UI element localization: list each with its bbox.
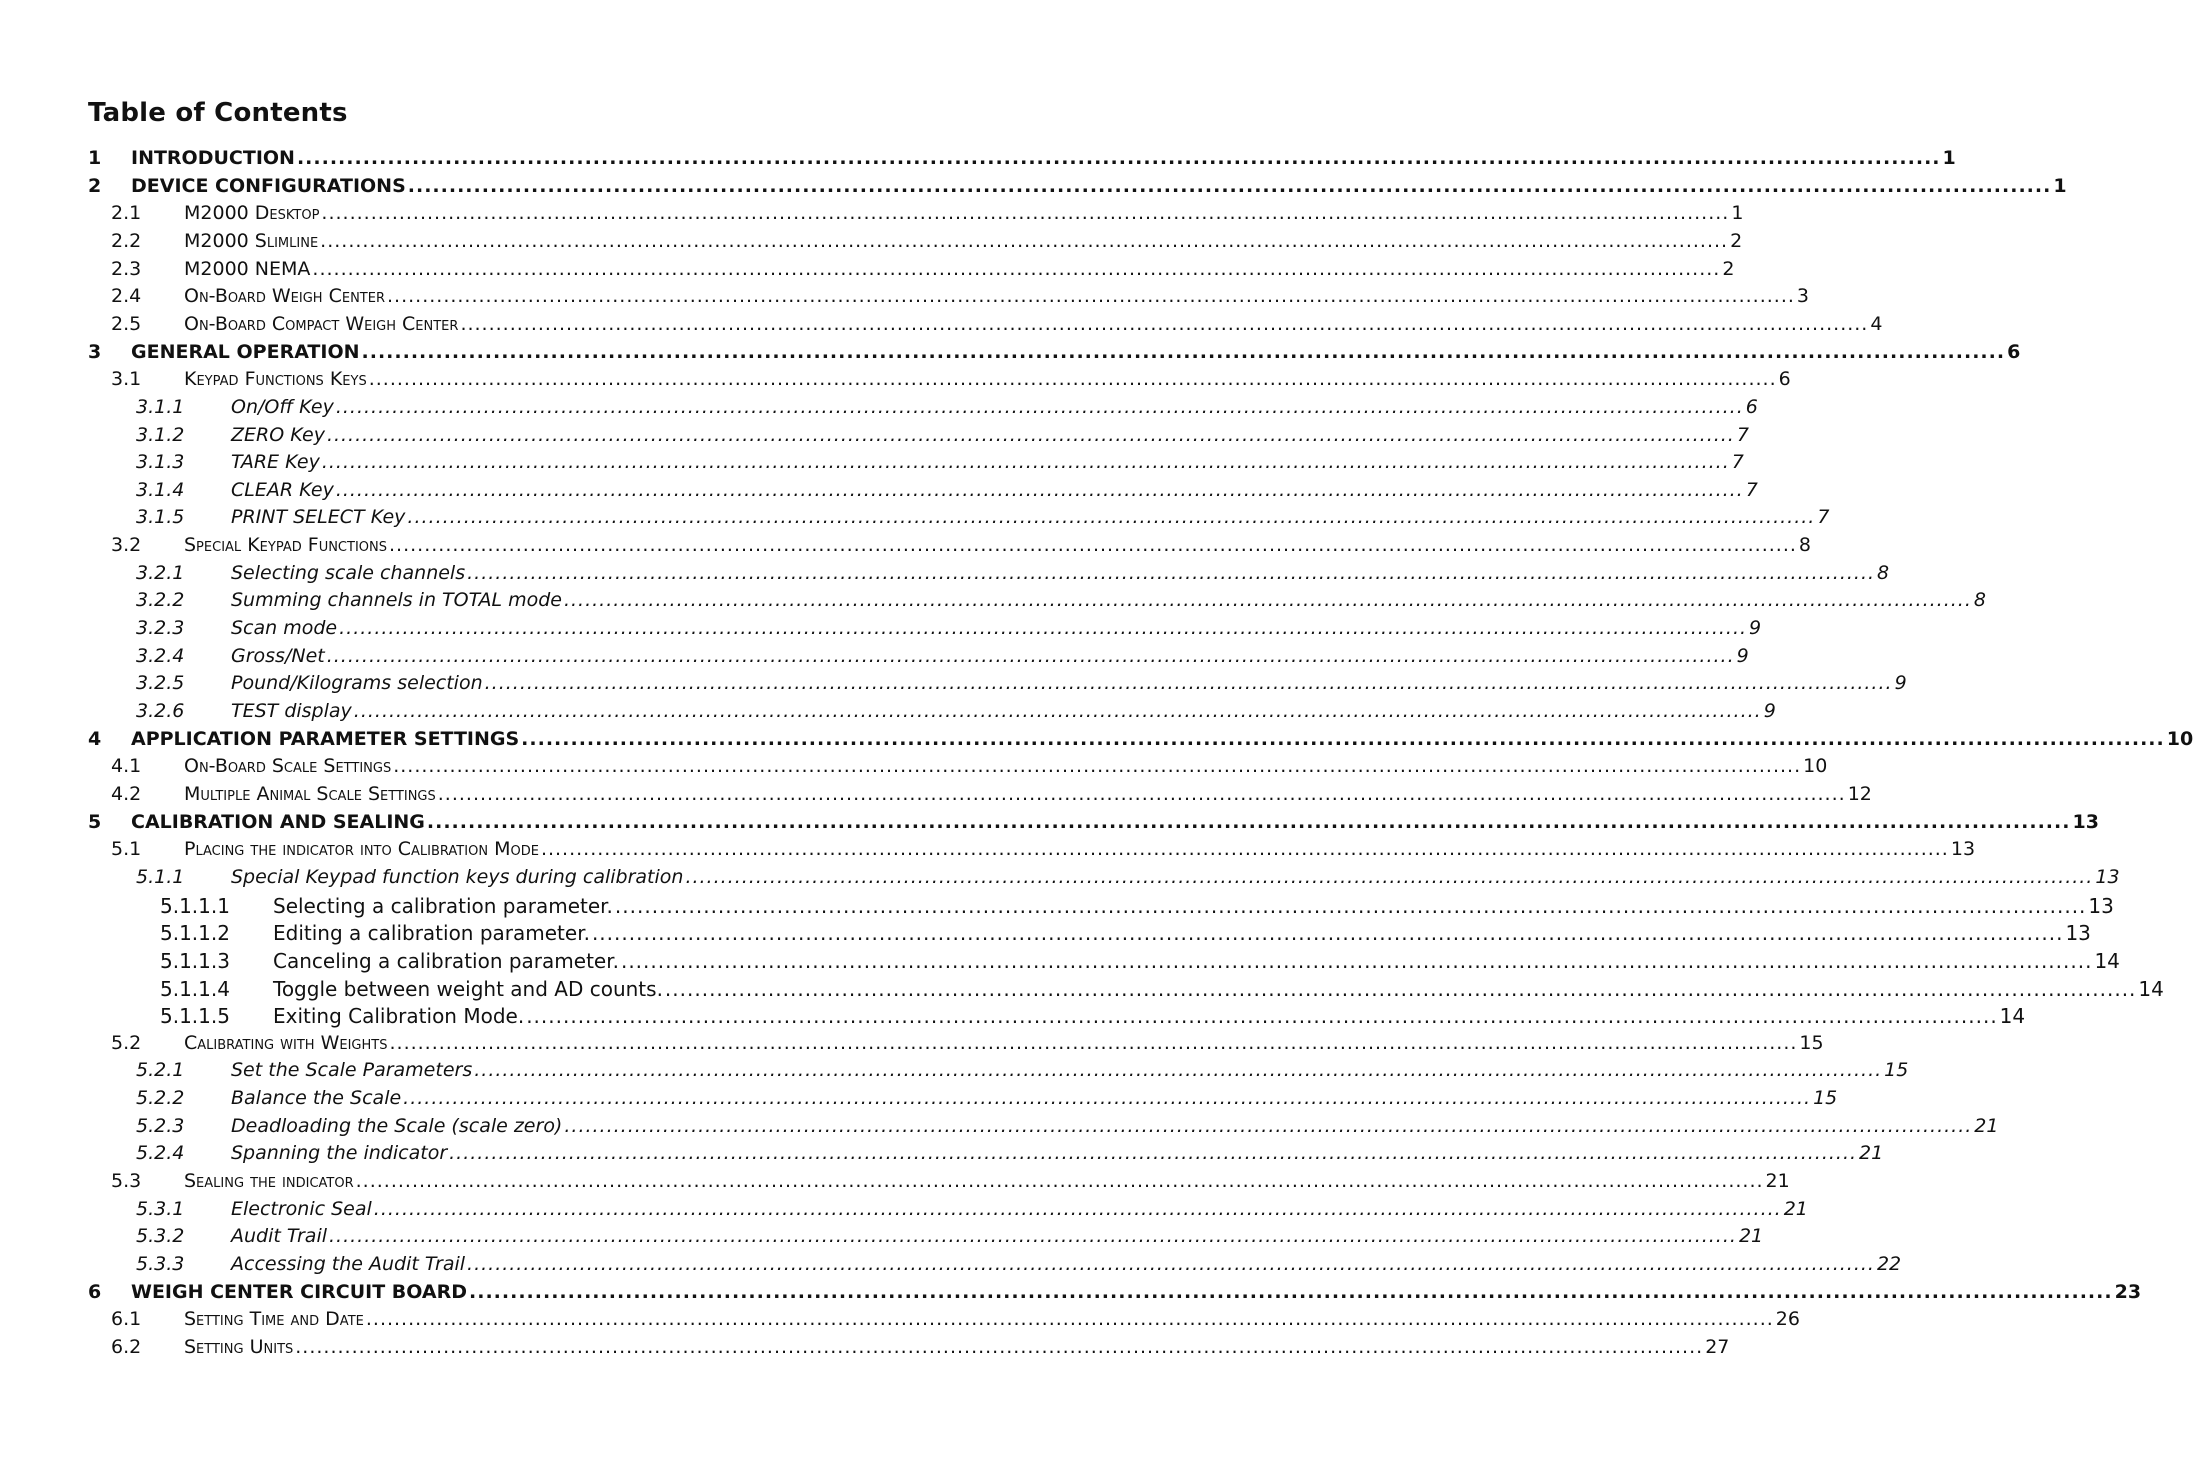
toc-entry-page-number: 15 (1813, 1087, 1838, 1110)
toc-entry-page-number: 10 (2166, 727, 2193, 750)
toc-entry-number: 4.1 (111, 755, 142, 778)
toc-entry[interactable] (0, 451, 1744, 477)
toc-entry[interactable] (0, 1087, 1838, 1113)
toc-entry-number: 1 (88, 147, 102, 169)
toc-entry-page-number: 9 (1736, 644, 1749, 667)
toc-entry-label: Special Keypad function keys during calibration (231, 865, 684, 888)
toc-entry-page-number: 14 (2138, 976, 2164, 1001)
toc-dot-leader: ........................................................................................................................................................................................................ (474, 1059, 1883, 1082)
toc-entry-label: On-Board Scale Settings (184, 755, 392, 778)
toc-entry-number: 5.2 (111, 1031, 142, 1054)
toc-dot-leader: ........................................................................................................................................................................................................ (449, 1142, 1858, 1165)
toc-entry[interactable] (0, 700, 1776, 726)
toc-entry-page-number: 14 (2094, 948, 2120, 973)
toc-entry-label: Pound/Kilograms selection (231, 672, 483, 695)
toc-entry[interactable] (0, 1253, 1902, 1279)
toc-entry[interactable] (0, 1197, 1808, 1224)
toc-entry[interactable] (0, 147, 1956, 173)
toc-entry-number: 4.2 (111, 782, 142, 805)
toc-dot-leader: ........................................................................................................................................................................................................ (339, 617, 1748, 640)
page-title: Table of Contents (88, 98, 348, 128)
toc-dot-leader: ........................................................................................................................................................................................................ (353, 700, 1762, 722)
toc-entry-number: 5.2.3 (136, 1114, 185, 1137)
toc-entry-label: Balance the Scale (231, 1087, 402, 1110)
toc-entry-page-number: 21 (1859, 1142, 1884, 1165)
toc-dot-leader: ........................................................................................................................................................................................................ (373, 1197, 1782, 1220)
toc-entry-page-number: 21 (1765, 1170, 1790, 1193)
toc-entry[interactable] (0, 1031, 1824, 1058)
toc-dot-leader: ........................................................................................................................................................................................................ (563, 589, 1972, 612)
toc-entry-label: Keypad Functions Keys (184, 368, 367, 391)
toc-entry-number: 5.2.1 (136, 1059, 185, 1082)
toc-entry[interactable] (0, 1170, 1790, 1196)
toc-entry-page-number: 13 (1950, 838, 1976, 861)
toc-entry-label: Editing a calibration parameter. (273, 921, 590, 946)
toc-entry-number: 5.1.1.3 (160, 948, 230, 973)
toc-entry-page-number: 6 (2007, 340, 2021, 363)
toc-dot-leader: ........................................................................................................................................................................................................ (521, 727, 2165, 750)
toc-entry-label: Selecting scale channels (231, 561, 466, 584)
toc-entry[interactable] (0, 478, 1758, 505)
toc-entry-number: 3.2.3 (136, 617, 185, 640)
toc-entry[interactable] (0, 727, 2193, 754)
toc-dot-leader: ........................................................................................................................................................................................................ (389, 1031, 1798, 1054)
toc-entry-number: 3.1.1 (136, 395, 185, 418)
toc-entry-page-number: 9 (1894, 672, 1907, 695)
toc-entry-label: Accessing the Audit Trail (231, 1253, 466, 1275)
toc-entry[interactable] (0, 1059, 1909, 1085)
toc-entry[interactable] (0, 174, 2067, 201)
toc-dot-leader: ........................................................................................................................................................................................................ (437, 782, 1846, 805)
toc-entry[interactable] (0, 976, 2164, 1003)
toc-entry-page-number: 1 (1942, 147, 1956, 169)
toc-entry-number: 3.1 (111, 368, 142, 391)
toc-entry[interactable] (0, 1142, 1884, 1168)
toc-entry-page-number: 27 (1705, 1335, 1730, 1358)
toc-entry[interactable] (0, 534, 1812, 560)
toc-entry-page-number: 21 (1783, 1197, 1808, 1220)
toc-entry[interactable] (0, 312, 1883, 339)
toc-entry-label: Special Keypad Functions (184, 534, 387, 557)
toc-entry[interactable] (0, 617, 1762, 643)
toc-entry[interactable] (0, 782, 1872, 809)
toc-entry-page-number: 21 (1738, 1225, 1764, 1248)
toc-dot-leader: ........................................................................................................................................................................................................ (296, 147, 1941, 169)
toc-entry-page-number: 26 (1775, 1308, 1800, 1331)
toc-dot-leader: ........................................................................................................................................................................................................ (403, 1087, 1812, 1110)
toc-dot-leader: ........................................................................................................................................................................................................ (467, 561, 1876, 584)
toc-entry-page-number: 3 (1796, 285, 1810, 308)
toc-entry-number: 5.3.1 (136, 1197, 185, 1220)
toc-dot-leader: ........................................................................................................................................................................................................ (620, 948, 2093, 973)
toc-entry[interactable] (0, 506, 1830, 532)
toc-dot-leader: ........................................................................................................................................................................................................ (320, 229, 1729, 252)
toc-entry-number: 5.1 (111, 838, 142, 861)
toc-dot-leader: ........................................................................................................................................................................................................ (460, 312, 1869, 335)
toc-entry-label: INTRODUCTION (131, 147, 295, 169)
toc-entry-page-number: 6 (1778, 368, 1791, 391)
toc-entry[interactable] (0, 921, 2091, 947)
toc-dot-leader: ........................................................................................................................................................................................................ (329, 1225, 1737, 1248)
toc-dot-leader: ........................................................................................................................................................................................................ (426, 810, 2071, 833)
toc-dot-leader: ........................................................................................................................................................................................................ (407, 506, 1816, 529)
toc-entry[interactable] (0, 672, 1907, 698)
toc-entry-label: Placing the indicator into Calibration Mode (184, 838, 539, 861)
toc-entry[interactable] (0, 257, 1735, 284)
toc-entry-label: On-Board Weigh Center (184, 285, 385, 308)
toc-entry-number: 3 (88, 340, 102, 363)
toc-entry-label: Audit Trail (231, 1225, 328, 1248)
toc-entry-label: PRINT SELECT Key (231, 506, 406, 529)
toc-entry-number: 6.1 (111, 1308, 142, 1331)
toc-entry-number: 3.1.3 (136, 451, 185, 474)
toc-entry-number: 2.1 (111, 202, 142, 225)
toc-dot-leader: ........................................................................................................................................................................................................ (368, 368, 1777, 391)
toc-entry-number: 3.2.5 (136, 672, 185, 695)
toc-entry-number: 2.4 (111, 285, 142, 308)
toc-entry-page-number: 13 (2088, 893, 2114, 918)
toc-entry-label: M2000 Slimline (184, 229, 319, 252)
toc-entry-page-number: 2 (1730, 229, 1743, 252)
toc-entry-number: 5.1.1.2 (160, 921, 230, 946)
toc-entry[interactable] (0, 202, 1744, 228)
toc-dot-leader: ........................................................................................................................................................................................................ (321, 202, 1730, 225)
toc-dot-leader: ........................................................................................................................................................................................................ (467, 1253, 1875, 1275)
toc-dot-leader: ........................................................................................................................................................................................................ (564, 1114, 1973, 1137)
toc-entry-label: CLEAR Key (231, 478, 334, 501)
toc-entry-number: 2.3 (111, 257, 142, 280)
toc-dot-leader: ........................................................................................................................................................................................................ (321, 451, 1730, 474)
toc-entry[interactable] (0, 285, 1810, 311)
toc-entry-number: 5.1.1 (136, 865, 185, 888)
toc-entry[interactable] (0, 423, 1749, 450)
toc-entry-number: 3.1.2 (136, 423, 185, 446)
toc-entry-number: 6 (88, 1280, 102, 1303)
toc-entry[interactable] (0, 589, 1986, 615)
toc-entry-label: CALIBRATION AND SEALING (131, 810, 425, 833)
toc-entry[interactable] (0, 755, 1828, 781)
toc-dot-leader: ........................................................................................................................................................................................................ (526, 1004, 1998, 1029)
toc-dot-leader: ........................................................................................................................................................................................................ (469, 1280, 2113, 1303)
toc-entry[interactable] (0, 893, 2114, 920)
toc-entry-label: Toggle between weight and AD counts. (273, 976, 663, 1001)
toc-entry[interactable] (0, 838, 1976, 864)
toc-entry-label: Deadloading the Scale (scale zero) (231, 1114, 563, 1137)
toc-entry[interactable] (0, 561, 1890, 588)
toc-entry-page-number: 4 (1870, 312, 1883, 335)
toc-entry-page-number: 15 (1884, 1059, 1909, 1082)
toc-entry[interactable] (0, 948, 2120, 975)
toc-entry[interactable] (0, 644, 1749, 671)
toc-entry-label: Scan mode (231, 617, 338, 640)
toc-entry[interactable] (0, 1114, 1999, 1141)
toc-entry-page-number: 9 (1763, 700, 1776, 722)
toc-entry-page-number: 15 (1799, 1031, 1824, 1054)
toc-entry-label: Electronic Seal (231, 1197, 372, 1220)
toc-entry-label: DEVICE CONFIGURATIONS (131, 174, 406, 197)
toc-entry[interactable] (0, 810, 2099, 837)
toc-entry-page-number: 13 (2065, 921, 2091, 946)
toc-dot-leader: ........................................................................................................................................................................................................ (326, 644, 1735, 667)
toc-entry-number: 5.3 (111, 1170, 142, 1193)
toc-entry-number: 3.2.6 (136, 700, 185, 722)
toc-entry[interactable] (0, 1004, 2026, 1030)
toc-entry[interactable] (0, 1308, 1800, 1334)
toc-entry-number: 6.2 (111, 1335, 142, 1358)
toc-entry[interactable] (0, 1335, 1730, 1362)
toc-entry-number: 5.1.1.1 (160, 893, 230, 918)
toc-entry-page-number: 8 (1798, 534, 1812, 557)
toc-entry-number: 5.2.2 (136, 1087, 185, 1110)
toc-dot-leader: ........................................................................................................................................................................................................ (326, 423, 1735, 446)
toc-entry-label: TEST display (231, 700, 352, 722)
toc-entry[interactable] (0, 229, 1743, 256)
toc-dot-leader: ........................................................................................................................................................................................................ (591, 921, 2064, 946)
toc-entry-number: 3.1.4 (136, 478, 185, 501)
toc-entry-label: Multiple Animal Scale Settings (184, 782, 436, 805)
toc-dot-leader: ........................................................................................................................................................................................................ (295, 1335, 1704, 1358)
toc-entry-number: 2 (88, 174, 102, 197)
toc-entry[interactable] (0, 1280, 2142, 1307)
toc-entry-page-number: 6 (1745, 395, 1758, 418)
toc-entry-label: Setting Units (184, 1335, 294, 1358)
toc-entry-label: Selecting a calibration parameter. (273, 893, 613, 918)
toc-entry-page-number: 10 (1803, 755, 1828, 778)
toc-entry-label: Sealing the indicator (184, 1170, 354, 1193)
toc-entry-page-number: 1 (1731, 202, 1744, 225)
toc-entry-number: 3.2 (111, 534, 142, 557)
toc-entry-label: On-Board Compact Weigh Center (184, 312, 459, 335)
toc-dot-leader: ........................................................................................................................................................................................................ (393, 755, 1802, 778)
toc-entry-number: 2.5 (111, 312, 142, 335)
toc-entry[interactable] (0, 395, 1758, 422)
toc-entry-page-number: 13 (2072, 810, 2099, 833)
toc-entry-label: M2000 Desktop (184, 202, 320, 225)
toc-dot-leader: ........................................................................................................................................................................................................ (389, 534, 1797, 557)
toc-dot-leader: ........................................................................................................................................................................................................ (335, 395, 1744, 418)
toc-entry[interactable] (0, 368, 1791, 394)
toc-entry-number: 3.2.4 (136, 644, 185, 667)
toc-dot-leader: ........................................................................................................................................................................................................ (335, 478, 1744, 501)
toc-entry-label: On/Off Key (231, 395, 334, 418)
toc-entry-label: Set the Scale Parameters (231, 1059, 473, 1082)
toc-entry-label: WEIGH CENTER CIRCUIT BOARD (131, 1280, 468, 1303)
toc-dot-leader: ........................................................................................................................................................................................................ (355, 1170, 1764, 1193)
toc-entry-label: APPLICATION PARAMETER SETTINGS (131, 727, 520, 750)
toc-dot-leader: ........................................................................................................................................................................................................ (407, 174, 2052, 197)
toc-dot-leader: ........................................................................................................................................................................................................ (365, 1308, 1774, 1331)
toc-entry-number: 5.3.3 (136, 1253, 185, 1275)
toc-dot-leader: ........................................................................................................................................................................................................ (685, 865, 2094, 888)
toc-entry-page-number: 12 (1847, 782, 1872, 805)
toc-entry[interactable] (0, 1225, 1764, 1251)
toc-entry-number: 5 (88, 810, 102, 833)
toc-entry-page-number: 23 (2114, 1280, 2142, 1303)
toc-entry[interactable] (0, 865, 2120, 892)
toc-entry-label: GENERAL OPERATION (131, 340, 360, 363)
toc-entry-number: 5.1.1.5 (160, 1004, 230, 1029)
toc-entry-label: Canceling a calibration parameter. (273, 948, 619, 973)
toc-dot-leader: ........................................................................................................................................................................................................ (664, 976, 2137, 1001)
toc-entry-page-number: 1 (2053, 174, 2067, 197)
toc-entry[interactable] (0, 340, 2021, 367)
toc-entry-page-number: 13 (2095, 865, 2120, 888)
toc-entry-page-number: 2 (1722, 257, 1735, 280)
toc-entry-label: Setting Time and Date (184, 1308, 364, 1331)
toc-entry-number: 3.1.5 (136, 506, 185, 529)
toc-entry-page-number: 7 (1745, 478, 1758, 501)
toc-entry-page-number: 22 (1876, 1253, 1902, 1275)
toc-entry-number: 5.3.2 (136, 1225, 185, 1248)
toc-entry-label: Gross/Net (231, 644, 325, 667)
toc-dot-leader: ........................................................................................................................................................................................................ (540, 838, 1949, 861)
toc-entry-number: 3.2.2 (136, 589, 185, 612)
toc-entry-number: 5.1.1.4 (160, 976, 230, 1001)
toc-dot-leader: ........................................................................................................................................................................................................ (614, 893, 2087, 918)
toc-entry-number: 3.2.1 (136, 561, 185, 584)
toc-entry-label: Exiting Calibration Mode. (273, 1004, 525, 1029)
toc-entry-label: Summing channels in TOTAL mode (231, 589, 562, 612)
toc-entry-number: 5.2.4 (136, 1142, 185, 1165)
toc-dot-leader: ........................................................................................................................................................................................................ (361, 340, 2006, 363)
toc-entry-page-number: 14 (1999, 1004, 2026, 1029)
toc-entry-page-number: 9 (1749, 617, 1762, 640)
toc-dot-leader: ........................................................................................................................................................................................................ (312, 257, 1721, 280)
toc-dot-leader: ........................................................................................................................................................................................................ (387, 285, 1795, 308)
toc-entry-page-number: 7 (1731, 451, 1744, 474)
toc-entry-page-number: 8 (1877, 561, 1890, 584)
toc-entry-page-number: 21 (1974, 1114, 1999, 1137)
toc-entry-number: 4 (88, 727, 102, 750)
toc-entry-label: TARE Key (231, 451, 320, 474)
toc-entry-label: M2000 NEMA (184, 257, 311, 280)
toc-entry-page-number: 7 (1736, 423, 1749, 446)
toc-entry-number: 2.2 (111, 229, 142, 252)
toc-entry-label: ZERO Key (231, 423, 325, 446)
toc-dot-leader: ........................................................................................................................................................................................................ (484, 672, 1893, 695)
toc-entry-page-number: 7 (1817, 506, 1830, 529)
toc-entry-label: Calibrating with Weights (184, 1031, 388, 1054)
toc-entry-page-number: 8 (1973, 589, 1986, 612)
toc-entry-label: Spanning the indicator (231, 1142, 448, 1165)
